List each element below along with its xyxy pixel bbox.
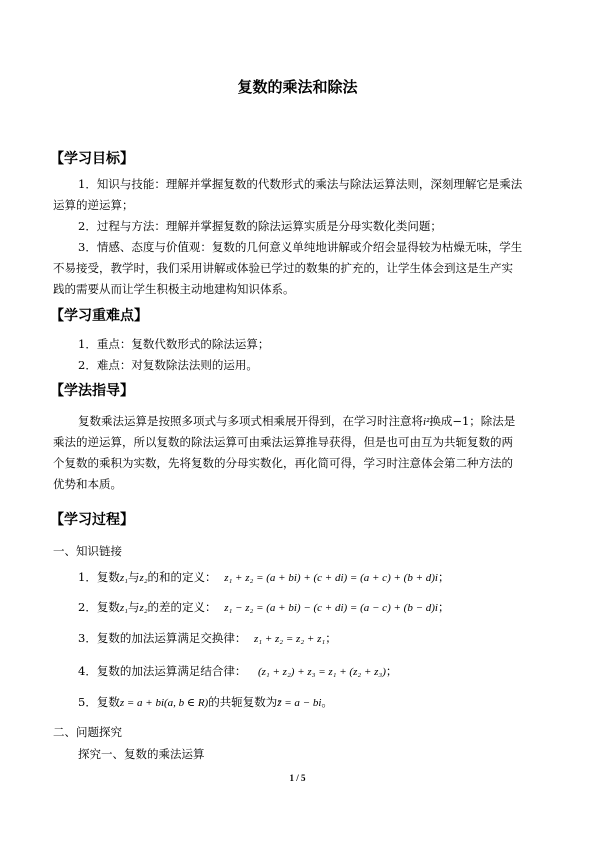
method-line-1-b: 换成−1；除法是: [429, 414, 516, 428]
explore-1-title: 探究一、复数的乘法运算: [78, 747, 205, 761]
z2-symbol: z₂: [139, 602, 148, 614]
keypoint-line-2: 2．难点：对复数除法法则的运用。: [78, 358, 258, 372]
link5-mid: 的共轭复数为: [208, 695, 278, 709]
goal-line-5: 不易接受，教学时，我们采用讲解或体验已学过的数集的扩充的，让学生体会到这是生产实: [53, 261, 513, 275]
method-line-2: 乘法的逆运算，所以复数的除法运算可由乘法运算推导获得，但是也可由互为共轭复数的两: [53, 435, 513, 449]
problem-explore-title: 二、问题探究: [53, 725, 122, 739]
link5-prefix: 5．复数: [78, 695, 120, 709]
goal-line-4: 3．情感、态度与价值观：复数的几何意义单纯地讲解或介绍会显得较为枯燥无味，学生: [78, 240, 523, 254]
conjugate-formula: z̄ = a − bi: [277, 697, 322, 709]
link-item-5: [78, 692, 333, 714]
method-line-1-a: 复数乘法运算是按照多项式与多项式相乘展开得到，在学习时注意将: [78, 414, 423, 428]
associative-formula: (z₁ + z₂) + z₃ = z₁ + (z₂ + z₃): [257, 666, 386, 678]
link-item-3: [78, 628, 337, 650]
process-heading: 【学习过程】: [50, 512, 134, 528]
z2-symbol: z₂: [139, 572, 148, 584]
link-item-1: [78, 567, 449, 589]
goal-line-2: 运算的逆运算；: [53, 198, 134, 212]
link5-end: 。: [321, 695, 333, 709]
keypoint-line-1: 1．重点：复数代数形式的除法运算；: [78, 337, 270, 351]
link2-semicolon: ；: [437, 600, 450, 614]
complex-number-formula: z = a + bi(a, b ∈ R): [119, 697, 209, 709]
link1-suffix: 的和的定义：: [147, 570, 217, 584]
goal-line-6: 践的需要从而让学生积极主动地建构知识体系。: [53, 282, 295, 296]
link1-mid: 与: [127, 570, 140, 584]
difference-formula: z₁ − z₂ = (a + bi) − (c + di) = (a − c) + (b − d)i: [224, 602, 438, 614]
link-item-4: [78, 661, 397, 683]
method-line-4: 优势和本质。: [53, 477, 122, 491]
link2-mid: 与: [127, 600, 140, 614]
commutative-formula: z₁ + z₂ = z₂ + z₁: [253, 633, 326, 645]
link4-semicolon: ；: [385, 664, 398, 678]
method-heading: 【学法指导】: [50, 383, 134, 399]
link2-suffix: 的差的定义：: [147, 600, 217, 614]
link3-semicolon: ；: [325, 631, 337, 645]
link1-semicolon: ；: [437, 570, 450, 584]
z1-symbol: z₁: [119, 602, 128, 614]
link2-prefix: 2．复数: [78, 600, 120, 614]
link1-prefix: 1．复数: [78, 570, 120, 584]
link3-text: 3．复数的加法运算满足交换律：: [78, 631, 247, 645]
knowledge-link-title: 一、知识链接: [53, 544, 122, 558]
goals-heading: 【学习目标】: [50, 151, 134, 167]
link4-text: 4．复数的加法运算满足结合律：: [78, 664, 247, 678]
i-squared: i²: [423, 416, 430, 428]
page-number: 1 / 5: [289, 773, 306, 783]
method-line-1: [78, 411, 515, 433]
page-title: 复数的乘法和除法: [237, 78, 358, 96]
goal-line-3: 2．过程与方法：理解并掌握复数的除法运算实质是分母实数化类问题；: [78, 219, 442, 233]
link-item-2: [78, 597, 449, 619]
goal-line-1: 1．知识与技能：理解并掌握复数的代数形式的乘法与除法运算法则，深刻理解它是乘法: [78, 177, 523, 191]
z1-symbol: z₁: [119, 572, 128, 584]
keypoints-heading: 【学习重难点】: [50, 308, 148, 324]
method-line-3: 个复数的乘积为实数，先将复数的分母实数化，再化简可得，学习时注意体会第二种方法的: [53, 456, 513, 470]
sum-formula: z₁ + z₂ = (a + bi) + (c + di) = (a + c) + (b + d)i: [224, 572, 438, 584]
